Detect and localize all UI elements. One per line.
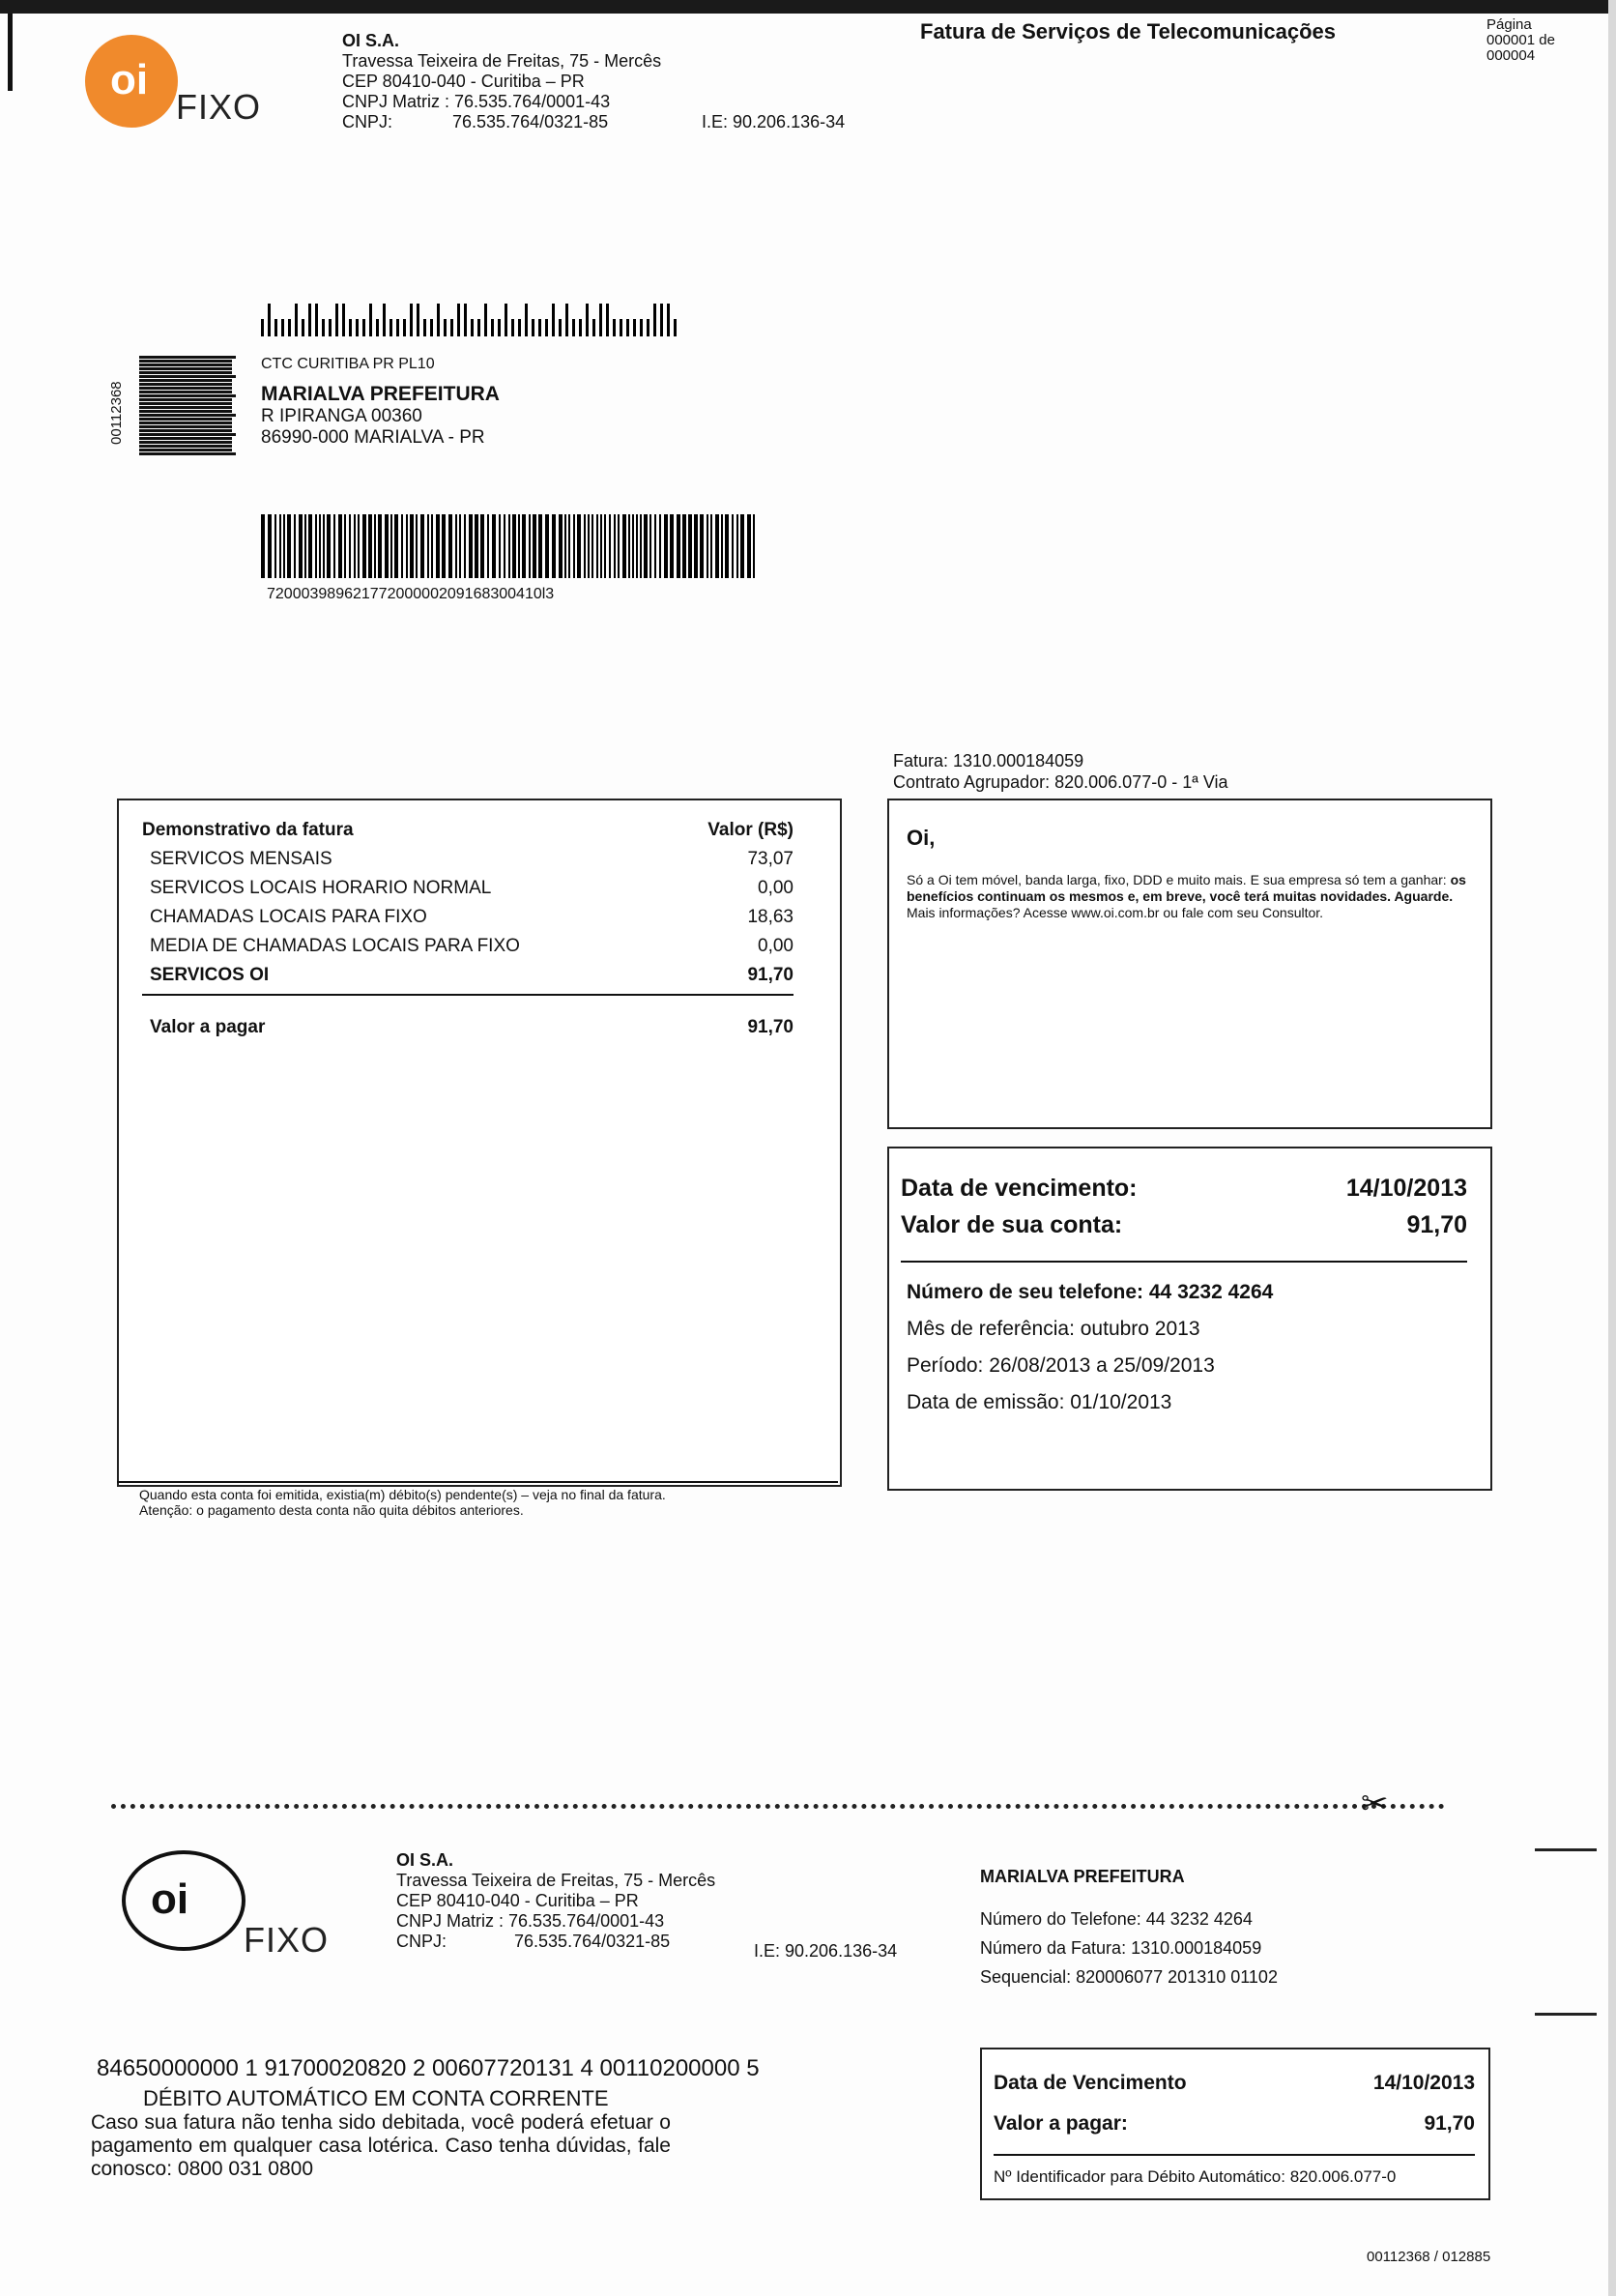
barcode-bar — [333, 514, 335, 578]
postal-bar — [457, 304, 460, 336]
cnpj-value: 76.535.764/0321-85 — [452, 112, 609, 131]
postal-bar — [288, 319, 291, 336]
sort-bar — [139, 429, 232, 432]
barcode-bar — [710, 514, 712, 578]
page-total: 000004 — [1486, 47, 1536, 64]
edge-mark-1 — [1535, 1848, 1597, 1851]
postal-bar — [295, 304, 298, 336]
postal-bar — [268, 304, 271, 336]
barcode-bar — [545, 514, 549, 578]
barcode-bar — [427, 514, 429, 578]
barcode-bar — [374, 514, 376, 578]
stub-payment-box — [980, 2048, 1490, 2200]
postal-bar — [322, 319, 325, 336]
barcode-bar — [492, 514, 496, 578]
statement-bottom — [117, 1481, 838, 1483]
barcode-bar — [654, 514, 656, 578]
summary-amount-value: 91,70 — [1406, 1211, 1467, 1238]
barcode-bar — [283, 514, 285, 578]
summary-due — [901, 1170, 1467, 1206]
stub-cnpj-value: 76.535.764/0321-85 — [514, 1932, 671, 1951]
barcode-bar — [628, 514, 630, 578]
route-code: CTC CURITIBA PR PL10 — [261, 356, 435, 372]
barcode-bar — [268, 514, 272, 578]
barcode-bar — [740, 514, 744, 578]
barcode-bar — [522, 514, 526, 578]
postal-bar — [538, 319, 541, 336]
postal-bar — [362, 319, 365, 336]
barcode-bar — [319, 514, 321, 578]
message-box — [887, 799, 1492, 1129]
barcode-bar — [600, 514, 602, 578]
stub-customer-name: MARIALVA PREFEITURA — [980, 1867, 1185, 1886]
document-barcode-number: 72000398962177200000209168300410l3 — [267, 586, 555, 602]
barcode-bar — [487, 514, 489, 578]
barcode-bar — [622, 514, 626, 578]
side-sort-bars — [139, 356, 236, 456]
statement-divider — [142, 994, 794, 996]
postal-bar — [626, 319, 629, 336]
statement-total-label: Valor a pagar — [150, 1017, 266, 1037]
barcode-bar — [464, 514, 466, 578]
sort-bar — [139, 414, 236, 417]
barcode-bar — [694, 514, 698, 578]
barcode-bar — [592, 514, 593, 578]
postal-bar — [599, 304, 602, 336]
sort-bar — [139, 383, 232, 386]
barcode-bar — [394, 514, 398, 578]
barcode-bar — [274, 514, 276, 578]
postal-bar — [559, 319, 562, 336]
barcode-bar — [304, 514, 306, 578]
stub-customer-info — [980, 1862, 1278, 1991]
postal-bar — [430, 319, 433, 336]
summary-amount — [901, 1206, 1467, 1243]
statement-row-label: MEDIA DE CHAMADAS LOCAIS PARA FIXO — [150, 936, 520, 956]
sort-bar — [139, 363, 232, 366]
statement-row — [142, 845, 794, 874]
postal-bar — [335, 304, 338, 336]
postal-bar — [647, 319, 649, 336]
postal-bar — [660, 304, 663, 336]
barcode-bar — [682, 514, 686, 578]
postal-bar — [674, 319, 677, 336]
cnpj-label: CNPJ: — [342, 112, 393, 131]
postal-bar — [471, 319, 474, 336]
postal-bar — [505, 304, 507, 336]
sort-bar — [139, 452, 236, 455]
postal-bar — [592, 319, 595, 336]
stub-company-info — [396, 1850, 715, 1952]
postal-bar — [545, 319, 548, 336]
barcode-bar — [410, 514, 414, 578]
sort-bar — [139, 391, 232, 393]
postal-bar — [498, 319, 501, 336]
barcode-bar — [287, 514, 291, 578]
sort-bar — [139, 449, 232, 451]
barcode-bar — [715, 514, 719, 578]
sort-bar — [139, 402, 232, 405]
barcode-bar — [618, 514, 620, 578]
stub-oi-logo — [122, 1850, 245, 1951]
summary-box — [887, 1147, 1492, 1491]
postal-bar — [423, 319, 426, 336]
postal-bar — [620, 319, 622, 336]
postal-bar — [274, 319, 277, 336]
postal-bar — [491, 319, 494, 336]
barcode-bar — [508, 514, 510, 578]
barcode-bar — [609, 514, 611, 578]
stub-logo-word: oi — [151, 1875, 189, 1923]
barcode-bar — [649, 514, 651, 578]
barcode-bar — [448, 514, 452, 578]
sort-bar — [139, 379, 232, 382]
barcode-bar — [725, 514, 729, 578]
statement-header — [142, 816, 794, 845]
barcode-bar — [573, 514, 575, 578]
barcode-bar — [688, 514, 692, 578]
sort-bar — [139, 371, 232, 374]
statement-notes — [139, 1487, 666, 1518]
postal-bar — [518, 319, 521, 336]
recipient-street: R IPIRANGA 00360 — [261, 406, 422, 426]
postal-bar — [450, 319, 453, 336]
sort-bar — [139, 360, 232, 363]
barcode-bar — [294, 514, 296, 578]
document-title: Fatura de Serviços de Telecomunicações — [920, 19, 1336, 44]
postal-bar — [633, 319, 636, 336]
barcode-bar — [700, 514, 704, 578]
statement-total-value: 91,70 — [747, 1017, 794, 1037]
summary-phone: Número de seu telefone: 44 3232 4264 — [907, 1281, 1274, 1303]
company-info — [342, 31, 661, 132]
contract-number: Contrato Agrupador: 820.006.077-0 - 1ª Via — [893, 772, 1228, 792]
barcode-bar — [436, 514, 440, 578]
page-label: Página — [1486, 16, 1532, 33]
message-body — [907, 872, 1477, 905]
barcode-bar — [279, 514, 281, 578]
barcode-bar — [677, 514, 680, 578]
barcode-bar — [529, 514, 531, 578]
barcode-bar — [368, 514, 372, 578]
barcode-bar — [559, 514, 563, 578]
postal-bar — [403, 319, 406, 336]
barcode-bar — [707, 514, 708, 578]
sort-bar — [139, 398, 232, 401]
stub-due-value: 14/10/2013 — [1372, 2072, 1475, 2094]
message-text-1: Só a Oi tem móvel, banda larga, fixo, DDD e muito mais. E sua empresa só tem a ganhar: — [907, 872, 1451, 887]
postal-bar — [417, 304, 419, 336]
company-cnpj-matriz: CNPJ Matriz : 76.535.764/0001-43 — [342, 92, 611, 111]
barcode-bar — [732, 514, 734, 578]
summary-amount-label: Valor de sua conta: — [901, 1211, 1123, 1238]
document-barcode — [261, 512, 757, 578]
barcode-bar — [349, 514, 351, 578]
company-address2: CEP 80410-040 - Curitiba – PR — [342, 72, 585, 91]
barcode-bar — [588, 514, 590, 578]
sort-bar — [139, 437, 232, 440]
postal-bar — [356, 319, 359, 336]
postal-bar — [315, 304, 318, 336]
barcode-bar — [604, 514, 606, 578]
statement-row-value: 0,00 — [758, 936, 794, 956]
postal-bar — [565, 304, 568, 336]
postal-bar — [410, 304, 413, 336]
logo-word: oi — [110, 56, 149, 103]
postal-bar — [390, 319, 392, 336]
address-block — [261, 356, 500, 449]
barcode-bar — [406, 514, 408, 578]
stub-phone-number: Número do Telefone: 44 3232 4264 — [980, 1909, 1253, 1929]
postal-bar — [640, 319, 643, 336]
sort-bar — [139, 367, 232, 370]
postal-bar — [383, 304, 386, 336]
sort-bar — [139, 410, 232, 413]
barcode-bar — [344, 514, 346, 578]
barcode-bar — [753, 514, 755, 578]
barcode-bar — [721, 514, 723, 578]
postal-bar — [281, 319, 284, 336]
statement-box — [117, 799, 842, 1487]
postal-bar — [586, 304, 589, 336]
postal-bar — [376, 319, 379, 336]
page-info — [1486, 17, 1555, 64]
barcode-bar — [431, 514, 433, 578]
barcode-bar — [385, 514, 389, 578]
summary-divider — [901, 1261, 1467, 1263]
barcode-bar — [564, 514, 566, 578]
statement-value-header: Valor (R$) — [707, 820, 794, 840]
barcode-bar — [455, 514, 457, 578]
postal-bar — [396, 319, 399, 336]
postal-bar — [572, 319, 575, 336]
barcode-bar — [747, 514, 751, 578]
sort-bar — [139, 418, 232, 421]
stub-pay-value: 91,70 — [1424, 2112, 1475, 2135]
barcode-bar — [533, 514, 536, 578]
logo-product: FIXO — [176, 87, 262, 127]
barcode-bar — [636, 514, 638, 578]
postal-bar — [579, 319, 582, 336]
statement-row-value: 18,63 — [747, 907, 794, 927]
stub-invoice-number: Número da Fatura: 1310.000184059 — [980, 1938, 1262, 1958]
barcode-bar — [577, 514, 581, 578]
barcode-bar — [299, 514, 303, 578]
barcode-bar — [442, 514, 446, 578]
scan-right-edge — [1608, 0, 1616, 2296]
barcode-bar — [640, 514, 642, 578]
statement-row-label: SERVICOS LOCAIS HORARIO NORMAL — [150, 878, 492, 898]
stub-company-name: OI S.A. — [396, 1850, 454, 1870]
edge-mark-2 — [1535, 2013, 1597, 2016]
barcode-bar — [475, 514, 478, 578]
barcode-bar — [480, 514, 484, 578]
statement-row — [142, 961, 794, 990]
postal-bar — [302, 319, 304, 336]
sort-bar — [139, 375, 236, 378]
side-code: 00112368 — [108, 381, 125, 445]
stub-ie-number: I.E: 90.206.136-34 — [754, 1941, 898, 1961]
barcode-bar — [358, 514, 360, 578]
barcode-bar — [664, 514, 668, 578]
scan-mark — [8, 14, 13, 91]
stub-sequencial: Sequencial: 820006077 201310 01102 — [980, 1967, 1278, 1987]
stub-address1: Travessa Teixeira de Freitas, 75 - Mercês — [396, 1871, 716, 1890]
barcode-bar — [261, 514, 265, 578]
sort-bar — [139, 421, 232, 424]
postal-bar — [653, 304, 656, 336]
postal-bar — [349, 319, 352, 336]
sort-bar — [139, 394, 236, 397]
barcode-bar — [632, 514, 634, 578]
postal-bar — [606, 304, 609, 336]
barcode-bar — [354, 514, 356, 578]
postal-bar — [342, 304, 345, 336]
postal-bar — [525, 304, 528, 336]
postal-bar — [261, 319, 264, 336]
statement-total — [142, 1013, 794, 1042]
postal-bar — [667, 304, 670, 336]
sort-bar — [139, 445, 232, 448]
statement-items — [142, 845, 794, 990]
oi-logo — [85, 35, 178, 128]
summary-issue-date: Data de emissão: 01/10/2013 — [907, 1391, 1172, 1413]
barcode-bar — [518, 514, 520, 578]
scan-top-border — [0, 0, 1616, 14]
sort-bar — [139, 425, 232, 428]
barcode-bar — [670, 514, 674, 578]
stub-divider — [994, 2154, 1475, 2156]
invoice-number: Fatura: 1310.000184059 — [893, 751, 1084, 770]
stub-barcode-digits: 84650000000 1 91700020820 2 00607720131 4 00110200000 5 — [97, 2055, 760, 2081]
stub-due-label: Data de Vencimento — [994, 2072, 1187, 2094]
sort-bar — [139, 441, 232, 444]
stub-due — [994, 2063, 1475, 2104]
postal-bar — [613, 319, 616, 336]
postal-bar — [437, 304, 440, 336]
postal-bar — [477, 319, 480, 336]
message-text-2: Mais informações? Acesse www.oi.com.br ou fale com seu Consultor. — [907, 905, 1324, 920]
stub-debit-title: DÉBITO AUTOMÁTICO EM CONTA CORRENTE — [143, 2086, 609, 2110]
barcode-bar — [614, 514, 616, 578]
barcode-bar — [568, 514, 570, 578]
postal-bar — [484, 304, 487, 336]
summary-due-label: Data de vencimento: — [901, 1175, 1138, 1202]
statement-row — [142, 932, 794, 961]
company-address1: Travessa Teixeira de Freitas, 75 - Mercês — [342, 51, 662, 71]
barcode-bar — [315, 514, 317, 578]
barcode-bar — [469, 514, 473, 578]
statement-note-2: Atenção: o pagamento desta conta não quita débitos anteriores. — [139, 1502, 524, 1518]
recipient-name: MARIALVA PREFEITURA — [261, 383, 500, 405]
statement-row-label: SERVICOS OI — [150, 965, 270, 985]
statement-title: Demonstrativo da fatura — [142, 820, 354, 840]
postal-bar — [532, 319, 534, 336]
barcode-bar — [659, 514, 661, 578]
scissors-icon: ✂ — [1361, 1786, 1389, 1822]
barcode-bar — [362, 514, 366, 578]
footer-code: 00112368 / 012885 — [1367, 2249, 1491, 2265]
barcode-bar — [390, 514, 392, 578]
sort-bar — [139, 433, 236, 436]
statement-row-label: CHAMADAS LOCAIS PARA FIXO — [150, 907, 427, 927]
barcode-bar — [401, 514, 403, 578]
barcode-bar — [308, 514, 312, 578]
barcode-bar — [644, 514, 648, 578]
stub-logo-product: FIXO — [244, 1920, 330, 1960]
barcode-bar — [596, 514, 598, 578]
postal-bar — [369, 304, 372, 336]
barcode-bar — [323, 514, 325, 578]
postal-bar — [444, 319, 447, 336]
statement-row — [142, 903, 794, 932]
statement-row-value: 0,00 — [758, 878, 794, 898]
barcode-bar — [512, 514, 516, 578]
barcode-bar — [378, 514, 382, 578]
message-text-bold: os benefícios continuam os mesmos e, em breve, você terá muitas novidades. Aguarde. — [907, 872, 1466, 904]
sort-bar — [139, 387, 232, 390]
postal-bar — [308, 304, 311, 336]
summary-details — [901, 1274, 1467, 1421]
postal-bar — [552, 304, 555, 336]
stub-address2: CEP 80410-040 - Curitiba – PR — [396, 1891, 639, 1910]
statement-row-value: 91,70 — [747, 965, 794, 985]
cut-line — [111, 1804, 1445, 1809]
summary-due-value: 14/10/2013 — [1345, 1175, 1467, 1202]
company-name: OI S.A. — [342, 31, 400, 50]
postal-bar — [329, 319, 332, 336]
barcode-bar — [459, 514, 461, 578]
summary-ref-month: Mês de referência: outubro 2013 — [907, 1318, 1200, 1340]
stub-cnpj-matriz: CNPJ Matriz : 76.535.764/0001-43 — [396, 1911, 665, 1931]
stub-pay-label: Valor a pagar: — [994, 2112, 1128, 2135]
sort-bar — [139, 406, 232, 409]
statement-row-label: SERVICOS MENSAIS — [150, 849, 332, 869]
recipient-city: 86990-000 MARIALVA - PR — [261, 427, 485, 448]
stub-cnpj-label: CNPJ: — [396, 1932, 447, 1951]
barcode-bar — [504, 514, 505, 578]
barcode-bar — [538, 514, 542, 578]
postal-barcode — [261, 302, 680, 336]
stub-debit-text: Caso sua fatura não tenha sido debitada, você poderá efetuar o pagamento em qualquer casa lotérica. Caso tenha dúvidas, fale conosco: 0800 031 0800 — [91, 2111, 671, 2180]
barcode-bar — [499, 514, 501, 578]
barcode-bar — [736, 514, 738, 578]
statement-row-value: 73,07 — [747, 849, 794, 869]
invoice-reference — [893, 750, 1228, 793]
barcode-bar — [327, 514, 331, 578]
postal-bar — [464, 304, 467, 336]
stub-auto-debit-id: Nº Identificador para Débito Automático: 820.006.077-0 — [994, 2167, 1397, 2186]
ie-number: I.E: 90.206.136-34 — [702, 112, 846, 131]
statement-note-1: Quando esta conta foi emitida, existia(m) débito(s) pendente(s) – veja no final da fatura. — [139, 1487, 666, 1502]
statement-row — [142, 874, 794, 903]
summary-period: Período: 26/08/2013 a 25/09/2013 — [907, 1354, 1215, 1377]
sort-bar — [139, 356, 236, 359]
postal-bar — [511, 319, 514, 336]
message-greeting: Oi, — [907, 826, 936, 850]
page-value: 000001 de — [1486, 32, 1555, 48]
barcode-bar — [584, 514, 586, 578]
stub-pay — [994, 2104, 1475, 2144]
barcode-bar — [420, 514, 424, 578]
barcode-bar — [416, 514, 418, 578]
barcode-bar — [338, 514, 342, 578]
barcode-bar — [552, 514, 556, 578]
